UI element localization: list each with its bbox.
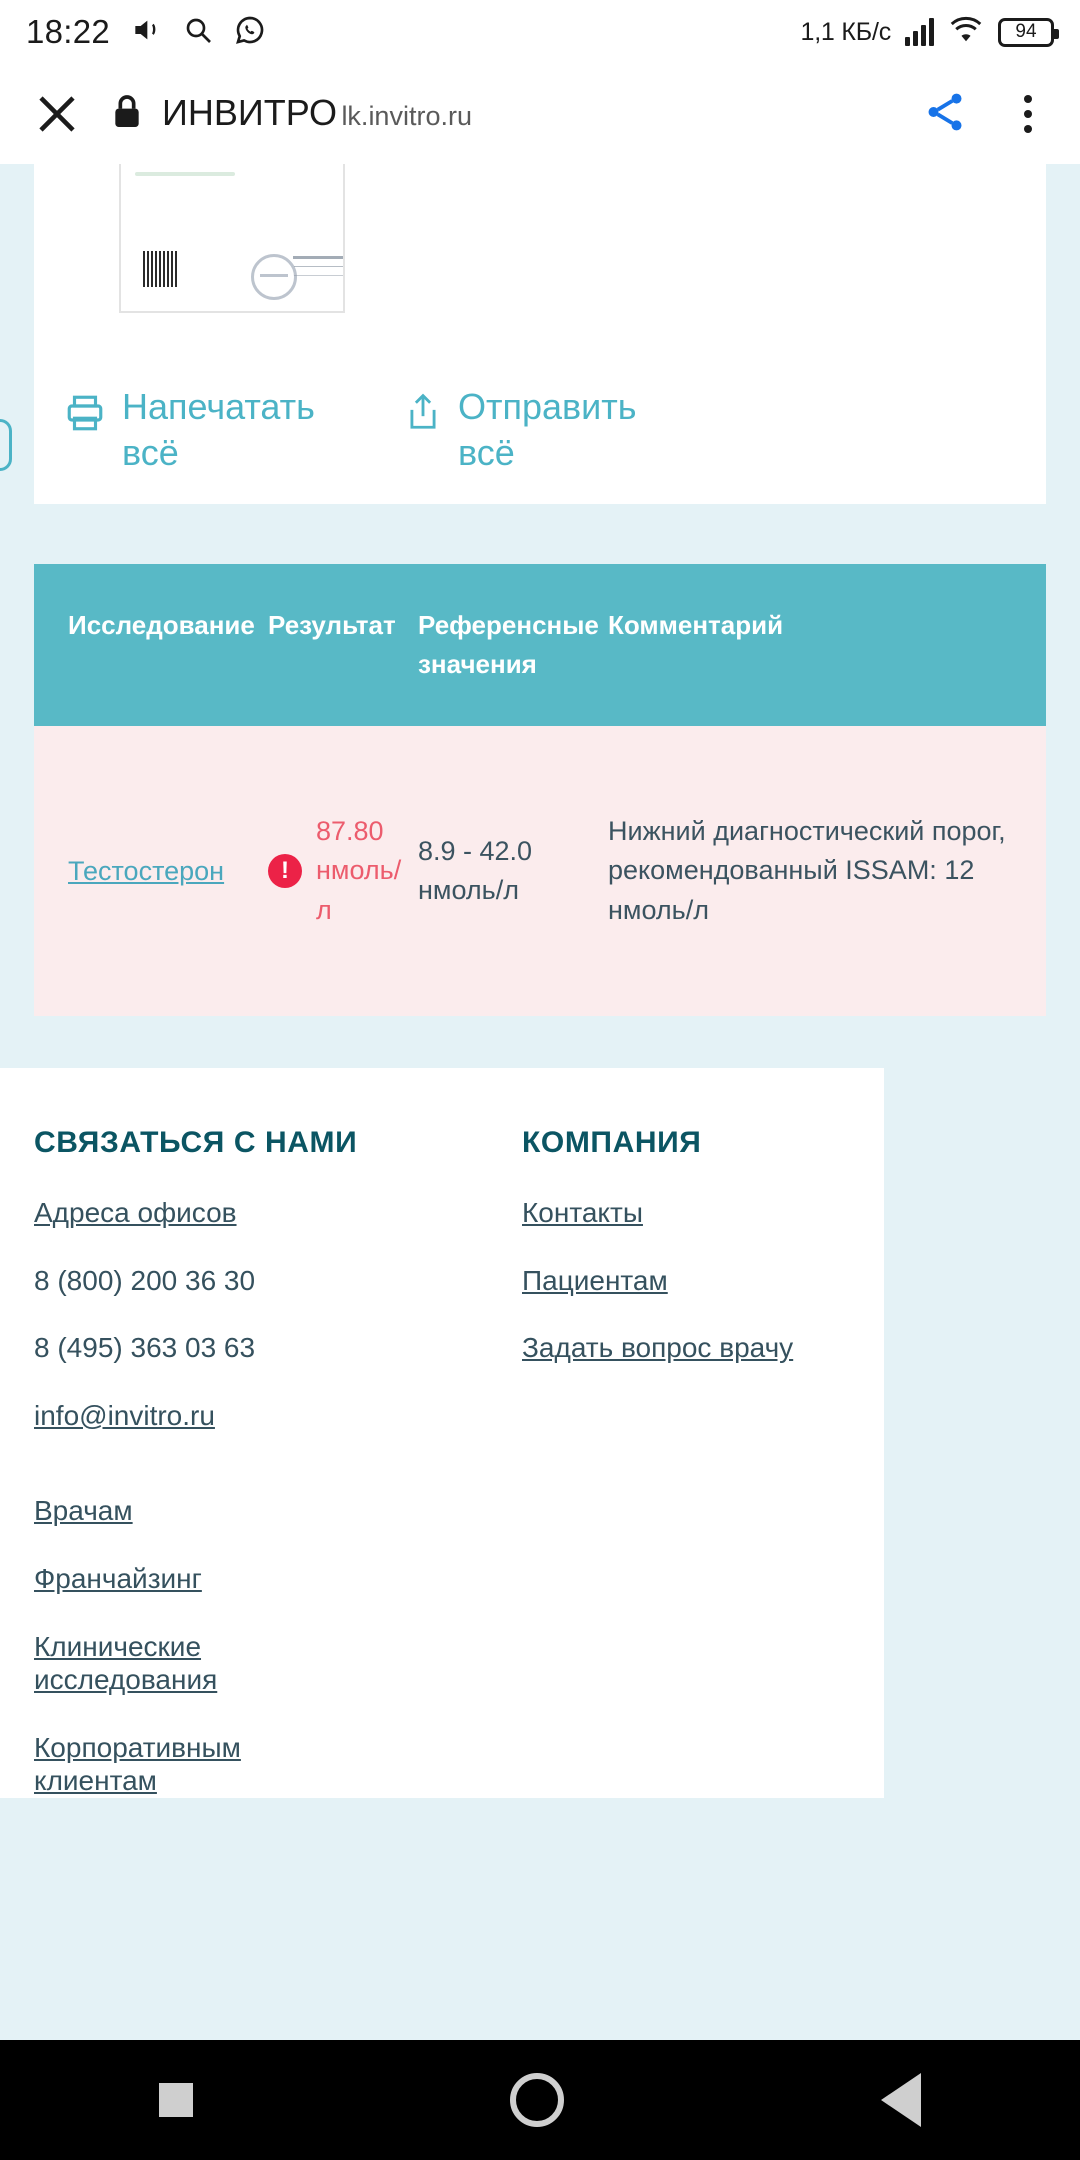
recent-apps-icon[interactable] bbox=[159, 2083, 193, 2117]
site-footer bbox=[0, 1068, 884, 1798]
table-row bbox=[34, 726, 1046, 1016]
browser-actions bbox=[922, 87, 1050, 141]
signal-icon bbox=[905, 18, 934, 46]
document-thumbnail[interactable] bbox=[119, 164, 345, 313]
back-icon[interactable] bbox=[881, 2073, 921, 2127]
android-nav-bar bbox=[0, 2040, 1080, 2160]
footer-link-contacts[interactable]: Контакты bbox=[522, 1197, 643, 1228]
header-reference: Референсные значения bbox=[418, 610, 599, 679]
share-icon[interactable] bbox=[922, 89, 968, 140]
status-clock: 18:22 bbox=[26, 13, 111, 50]
print-all-button[interactable] bbox=[64, 384, 352, 476]
footer-link-ask-doctor[interactable]: Задать вопрос врачу bbox=[522, 1332, 794, 1364]
network-speed: 1,1 КБ/с bbox=[800, 17, 891, 46]
document-card bbox=[34, 164, 1046, 504]
share-upload-icon bbox=[404, 392, 442, 439]
footer-link-email[interactable]: info@invitro.ru bbox=[34, 1399, 215, 1431]
results-table bbox=[34, 564, 1046, 1016]
lock-icon bbox=[110, 92, 144, 137]
footer-link-doctors[interactable]: Врачам bbox=[34, 1495, 133, 1527]
battery-icon bbox=[998, 18, 1054, 47]
status-bar-right bbox=[800, 16, 1054, 49]
cell-study bbox=[68, 856, 268, 887]
result-value: 87.80 нмоль/л bbox=[316, 816, 402, 925]
more-vertical-icon[interactable] bbox=[1006, 87, 1050, 141]
footer-company-column bbox=[522, 1126, 850, 1798]
wifi-icon bbox=[948, 16, 984, 49]
footer-link-franchising[interactable]: Франчайзинг bbox=[34, 1562, 202, 1594]
footer-contact-column bbox=[34, 1126, 362, 1798]
cell-result bbox=[268, 812, 418, 929]
footer-company-title: КОМПАНИЯ bbox=[522, 1126, 702, 1159]
whatsapp-icon bbox=[234, 14, 266, 51]
home-icon[interactable] bbox=[510, 2073, 564, 2127]
battery-level: 94 bbox=[1015, 21, 1037, 42]
footer-phone-2[interactable]: 8 (495) 363 03 63 bbox=[34, 1332, 256, 1364]
footer-phone-1[interactable]: 8 (800) 200 36 30 bbox=[34, 1264, 256, 1296]
side-tab-handle[interactable] bbox=[0, 419, 12, 471]
search-icon bbox=[182, 14, 214, 51]
print-all-label: Напечатать всё bbox=[122, 386, 315, 474]
document-actions bbox=[64, 384, 688, 476]
header-study: Исследование bbox=[68, 610, 255, 640]
header-result: Результат bbox=[268, 610, 396, 640]
footer-contact-title: СВЯЗАТЬСЯ С НАМИ bbox=[34, 1126, 358, 1159]
header-comment: Комментарий bbox=[608, 610, 784, 640]
study-link[interactable]: Тестостерон bbox=[68, 855, 225, 886]
status-bar-left bbox=[26, 13, 266, 51]
table-header-row bbox=[34, 564, 1046, 726]
cell-comment: Нижний диагностический порог, рекомендованный ISSAM: 12 нмоль/л bbox=[608, 816, 1006, 925]
page-content bbox=[0, 164, 1080, 2040]
volume-icon bbox=[130, 14, 162, 51]
footer-link-corporate-clients[interactable]: Корпоративным клиентам bbox=[34, 1731, 241, 1797]
stamp bbox=[251, 254, 297, 300]
browser-toolbar bbox=[0, 64, 1080, 164]
footer-link-clinical-research[interactable]: Клинические исследования bbox=[34, 1630, 218, 1696]
cell-reference: 8.9 - 42.0 нмоль/л bbox=[418, 835, 533, 905]
send-all-label: Отправить всё bbox=[458, 386, 637, 474]
site-info[interactable] bbox=[110, 92, 922, 137]
footer-spacer bbox=[34, 1466, 362, 1494]
status-bar bbox=[0, 0, 1080, 64]
footer-link-patients[interactable]: Пациентам bbox=[522, 1264, 668, 1296]
alert-icon: ! bbox=[268, 854, 302, 888]
signature bbox=[293, 256, 345, 259]
footer-link-offices[interactable]: Адреса офисов bbox=[34, 1197, 237, 1228]
close-button[interactable] bbox=[24, 81, 90, 147]
send-all-button[interactable] bbox=[404, 384, 688, 476]
site-title: ИНВИТРО bbox=[162, 91, 337, 133]
barcode bbox=[143, 251, 177, 287]
printer-icon bbox=[64, 392, 106, 439]
site-url: lk.invitro.ru bbox=[341, 100, 472, 131]
